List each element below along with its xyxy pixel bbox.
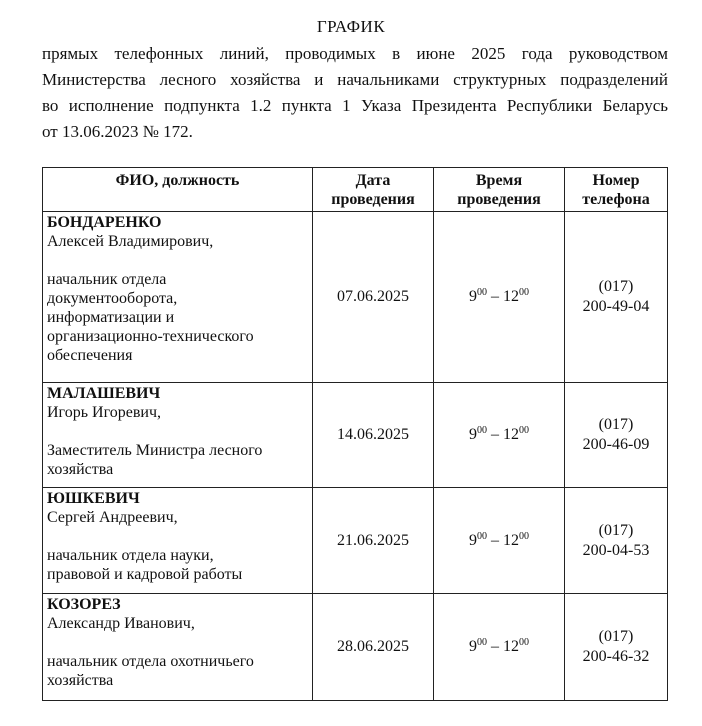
person-position-line: Заместитель Министра лесного (47, 442, 263, 459)
person-position-line: начальник отдела (47, 271, 167, 288)
person-position-line: начальник отдела охотничьего (47, 653, 254, 670)
person-position-line: начальник отдела науки, (47, 547, 214, 564)
time-cell: $9^{00} - 12^{00}$ (434, 383, 565, 488)
person-cell (43, 212, 313, 383)
phone-code: (017) (598, 278, 634, 295)
phone-number: 200-46-32 (582, 648, 650, 665)
person-cell (43, 594, 313, 701)
phone-code: (017) (598, 416, 634, 433)
table-header-row (43, 168, 668, 212)
header-date-line: Дата (355, 171, 391, 189)
header-time-line: проведения (457, 190, 541, 208)
header-date-line: проведения (331, 190, 415, 208)
intro-line: Министерства лесного хозяйства и начальниками структурных подразделений (42, 70, 668, 89)
time-cell: $9^{00} - 12^{00}$ (434, 594, 565, 701)
table-row (43, 594, 668, 701)
person-surname: КОЗОРЕЗ (47, 596, 121, 613)
header-phone-line: Номер (592, 171, 640, 189)
date-cell: 07.06.2025 (313, 212, 434, 383)
phone-number: 200-04-53 (582, 541, 650, 559)
phone-code: (017) (598, 628, 634, 645)
person-position-line: правовой и кадровой работы (47, 566, 243, 583)
person-name: Сергей Андреевич, (47, 509, 178, 526)
intro-line: во исполнение подпункта 1.2 пункта 1 Указа Президента Республики Беларусь (42, 96, 668, 115)
phone-cell (565, 594, 668, 701)
schedule-table (42, 167, 668, 701)
phone-cell (565, 488, 668, 594)
person-cell (43, 383, 313, 488)
time-cell: $9^{00} - 12^{00}$ (434, 488, 565, 594)
time-cell: $9^{00} - 12^{00}$ (434, 212, 565, 383)
header-fio: ФИО, должность (43, 168, 313, 212)
phone-number: 200-46-09 (582, 436, 650, 453)
person-name: Игорь Игоревич, (47, 404, 161, 421)
table-row (43, 212, 668, 383)
phone-number: 200-49-04 (582, 298, 650, 315)
person-position-line: обеспечения (47, 347, 133, 364)
date-cell: 28.06.2025 (313, 594, 434, 701)
table-row (43, 488, 668, 594)
person-position-line: информатизации и (47, 309, 175, 326)
intro-paragraph (42, 41, 668, 145)
person-name: Александр Иванович, (47, 615, 195, 632)
header-time-line: Время (475, 171, 523, 189)
intro-line: от 13.06.2023 № 172. (42, 122, 193, 141)
intro-line: прямых телефонных линий, проводимых в июне 2025 года руководством (42, 44, 668, 63)
person-name: Алексей Владимирович, (47, 233, 214, 250)
header-phone (565, 168, 668, 212)
phone-cell (565, 212, 668, 383)
header-phone-line: телефона (582, 190, 650, 208)
table-row (43, 383, 668, 488)
person-position-line: документооборота, (47, 290, 178, 307)
person-surname: МАЛАШЕВИЧ (47, 385, 161, 402)
person-cell (43, 488, 313, 594)
header-time (434, 168, 565, 212)
phone-cell (565, 383, 668, 488)
document-title: ГРАФИК (316, 17, 386, 36)
header-date (313, 168, 434, 212)
person-position-line: организационно-технического (47, 328, 254, 345)
person-surname: БОНДАРЕНКО (47, 214, 162, 231)
date-cell: 21.06.2025 (313, 488, 434, 594)
person-position-line: хозяйства (47, 461, 114, 478)
person-surname: ЮШКЕВИЧ (47, 490, 140, 507)
person-position-line: хозяйства (47, 672, 114, 689)
phone-code: (017) (598, 521, 634, 539)
date-cell: 14.06.2025 (313, 383, 434, 488)
